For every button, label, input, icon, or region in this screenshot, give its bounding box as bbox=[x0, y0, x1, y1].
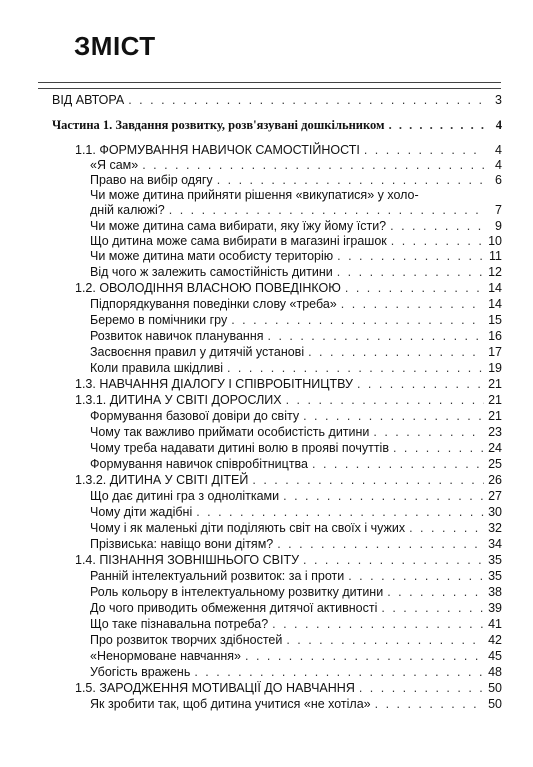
toc-leader-dots bbox=[194, 664, 484, 680]
toc-entry-label: Що таке пізнавальна потреба? bbox=[90, 617, 269, 631]
toc-leader-dots bbox=[389, 117, 484, 133]
toc-entry-page: 12 bbox=[488, 265, 502, 279]
toc-leader-dots bbox=[286, 392, 484, 408]
toc-entry-page: 3 bbox=[495, 93, 502, 107]
toc-leader-dots bbox=[409, 520, 484, 536]
toc-entry[interactable] bbox=[90, 157, 502, 173]
toc-entry[interactable] bbox=[90, 328, 502, 344]
toc-entry-label: Убогість вражень bbox=[90, 665, 191, 679]
toc-leader-dots bbox=[348, 568, 484, 584]
toc-entry-label: 1.2. ОВОЛОДІННЯ ВЛАСНОЮ ПОВЕДІНКОЮ bbox=[75, 281, 341, 295]
toc-entry-page: 48 bbox=[488, 665, 502, 679]
toc-entry-label: Чому і як маленькі діти поділяють світ на своїх і чужих bbox=[90, 521, 406, 535]
toc-leader-dots bbox=[283, 488, 484, 504]
toc-entry[interactable] bbox=[75, 142, 502, 158]
toc-leader-dots bbox=[391, 233, 484, 249]
toc-entry[interactable] bbox=[75, 392, 502, 408]
toc-entry-page: 50 bbox=[488, 697, 502, 711]
toc-leader-dots bbox=[231, 312, 484, 328]
toc-entry-label: Формування навичок співробітництва bbox=[90, 457, 308, 471]
toc-entry-label: Чому діти жадібні bbox=[90, 505, 193, 519]
toc-entry-label: 1.4. ПІЗНАННЯ ЗОВНІШНЬОГО СВІТУ bbox=[75, 553, 300, 567]
toc-entry-page: 30 bbox=[488, 505, 502, 519]
toc-leader-dots bbox=[312, 456, 484, 472]
toc-leader-dots bbox=[268, 328, 484, 344]
toc-entry-label: Частина 1. Завдання розвитку, розв'язувані дошкільником bbox=[52, 118, 385, 132]
toc-entry-page: 19 bbox=[488, 361, 502, 375]
toc-entry[interactable] bbox=[90, 488, 502, 504]
toc-entry-page: 4 bbox=[495, 143, 502, 157]
toc-leader-dots bbox=[303, 552, 484, 568]
toc-entry-label: Коли правила шкідливі bbox=[90, 361, 223, 375]
toc-entry[interactable] bbox=[90, 296, 502, 312]
toc-entry-label: Що дає дитині гра з однолітками bbox=[90, 489, 280, 503]
toc-entry-page: 27 bbox=[488, 489, 502, 503]
toc-entry-page: 24 bbox=[488, 441, 502, 455]
toc-leader-dots bbox=[272, 616, 484, 632]
toc-entry[interactable] bbox=[75, 472, 502, 488]
toc-entry[interactable] bbox=[90, 344, 502, 360]
toc-entry[interactable] bbox=[90, 408, 502, 424]
toc-leader-dots bbox=[142, 157, 484, 173]
toc-entry-page: 45 bbox=[488, 649, 502, 663]
toc-entry-page: 35 bbox=[488, 569, 502, 583]
toc-entry-page: 4 bbox=[495, 118, 502, 132]
toc-entry-page: 6 bbox=[495, 173, 502, 187]
toc-entry-page: 10 bbox=[488, 234, 502, 248]
toc-entry[interactable] bbox=[90, 187, 502, 203]
toc-leader-dots bbox=[337, 264, 484, 280]
toc-entry-label: Про розвиток творчих здібностей bbox=[90, 633, 283, 647]
toc-entry-label: Чи може дитина прийняти рішення «викупатися» у холо- bbox=[90, 188, 419, 202]
toc-leader-dots bbox=[217, 172, 484, 188]
toc-entry-label: Роль кольору в інтелектуальному розвитку дитини bbox=[90, 585, 384, 599]
toc-entry[interactable] bbox=[75, 680, 502, 696]
toc-entry[interactable] bbox=[90, 456, 502, 472]
toc-entry[interactable] bbox=[90, 568, 502, 584]
toc-entry[interactable] bbox=[90, 648, 502, 664]
toc-entry-page: 21 bbox=[488, 393, 502, 407]
toc-entry-page: 11 bbox=[489, 249, 502, 263]
toc-leader-dots bbox=[359, 680, 484, 696]
toc-entry-page: 15 bbox=[488, 313, 502, 327]
toc-entry-label: 1.3.1. ДИТИНА У СВІТІ ДОРОСЛИХ bbox=[75, 393, 282, 407]
toc-leader-dots bbox=[252, 472, 484, 488]
toc-entry[interactable] bbox=[90, 536, 502, 552]
toc-entry-label: 1.3. НАВЧАННЯ ДІАЛОГУ І СПІВРОБІТНИЦТВУ bbox=[75, 377, 353, 391]
toc-entry-label: Що дитина може сама вибирати в магазині іграшок bbox=[90, 234, 387, 248]
toc-leader-dots bbox=[373, 424, 484, 440]
toc-entry[interactable] bbox=[90, 172, 502, 188]
toc-entry-label: 1.5. ЗАРОДЖЕННЯ МОТИВАЦІЇ ДО НАВЧАННЯ bbox=[75, 681, 355, 695]
toc-entry-page: 23 bbox=[488, 425, 502, 439]
toc-leader-dots bbox=[286, 632, 484, 648]
toc-entry-page: 50 bbox=[488, 681, 502, 695]
toc-leader-dots bbox=[196, 504, 484, 520]
toc-entry-page: 7 bbox=[495, 203, 502, 217]
toc-entry-label: Засвоєння правил у дитячій установі bbox=[90, 345, 305, 359]
toc-entry-page: 17 bbox=[488, 345, 502, 359]
toc-entry-label: Беремо в помічники гру bbox=[90, 313, 228, 327]
toc-entry-label: Чому треба надавати дитині волю в прояві почуттів bbox=[90, 441, 389, 455]
toc-entry-label: Прізвиська: навіщо вони дітям? bbox=[90, 537, 274, 551]
toc-leader-dots bbox=[364, 142, 484, 158]
toc-entry-label: дній калюжі? bbox=[90, 203, 165, 217]
toc-entry-label: Формування базової довіри до світу bbox=[90, 409, 300, 423]
toc-entry[interactable] bbox=[90, 440, 502, 456]
toc-entry[interactable] bbox=[90, 520, 502, 536]
toc-entry-page: 34 bbox=[488, 537, 502, 551]
toc-entry[interactable] bbox=[52, 92, 502, 108]
toc-entry[interactable] bbox=[90, 233, 502, 249]
toc-entry[interactable] bbox=[90, 616, 502, 632]
toc-entry[interactable] bbox=[75, 552, 502, 568]
toc-entry[interactable] bbox=[90, 632, 502, 648]
toc-entry[interactable] bbox=[90, 360, 502, 376]
toc-leader-dots bbox=[277, 536, 484, 552]
toc-leader-dots bbox=[357, 376, 484, 392]
title-divider bbox=[38, 82, 501, 83]
toc-entry[interactable] bbox=[90, 424, 502, 440]
page-title: ЗМІСТ bbox=[74, 31, 156, 61]
toc-entry[interactable] bbox=[90, 218, 502, 234]
toc-entry-label: Ранній інтелектуальний розвиток: за і проти bbox=[90, 569, 345, 583]
toc-entry-label: До чого приводить обмеження дитячої активності bbox=[90, 601, 378, 615]
toc-entry-label: Як зробити так, щоб дитина учитися «не хотіла» bbox=[90, 697, 371, 711]
toc-leader-dots bbox=[303, 408, 484, 424]
toc-entry-label: ВІД АВТОРА bbox=[52, 93, 125, 107]
toc-entry-page: 21 bbox=[488, 377, 502, 391]
toc-entry-page: 14 bbox=[488, 297, 502, 311]
toc-leader-dots bbox=[245, 648, 484, 664]
toc-entry-label: «Я сам» bbox=[90, 158, 139, 172]
toc-entry-page: 25 bbox=[488, 457, 502, 471]
toc-entry-page: 42 bbox=[488, 633, 502, 647]
toc-leader-dots bbox=[381, 600, 484, 616]
toc-entry-label: 1.1. ФОРМУВАННЯ НАВИЧОК САМОСТІЙНОСТІ bbox=[75, 143, 360, 157]
toc-entry-page: 32 bbox=[488, 521, 502, 535]
toc-entry[interactable] bbox=[90, 312, 502, 328]
toc-entry-page: 14 bbox=[488, 281, 502, 295]
toc-entry-label: Чому так важливо приймати особистість дитини bbox=[90, 425, 370, 439]
toc-entry-label: Право на вибір одягу bbox=[90, 173, 213, 187]
toc-entry-page: 35 bbox=[488, 553, 502, 567]
toc-entry[interactable] bbox=[90, 696, 502, 712]
toc-leader-dots bbox=[169, 202, 484, 218]
toc-entry-page: 41 bbox=[488, 617, 502, 631]
toc-entry[interactable] bbox=[90, 664, 502, 680]
toc-entry-page: 16 bbox=[488, 329, 502, 343]
title-divider-2 bbox=[38, 88, 501, 89]
toc-entry-page: 9 bbox=[495, 219, 502, 233]
toc-entry[interactable] bbox=[52, 117, 502, 133]
toc-leader-dots bbox=[375, 696, 484, 712]
toc-entry-label: «Ненормоване навчання» bbox=[90, 649, 241, 663]
toc-leader-dots bbox=[128, 92, 484, 108]
toc-entry-label: Підпорядкування поведінки слову «треба» bbox=[90, 297, 337, 311]
toc-entry[interactable] bbox=[90, 584, 502, 600]
toc-entry-page: 39 bbox=[488, 601, 502, 615]
toc-leader-dots bbox=[341, 296, 484, 312]
toc-entry-page: 4 bbox=[495, 158, 502, 172]
toc-entry[interactable] bbox=[90, 248, 502, 264]
toc-leader-dots bbox=[308, 344, 484, 360]
toc-leader-dots bbox=[345, 280, 484, 296]
toc-entry[interactable] bbox=[75, 280, 502, 296]
toc-entry[interactable] bbox=[90, 600, 502, 616]
toc-leader-dots bbox=[387, 584, 484, 600]
toc-leader-dots bbox=[337, 248, 484, 264]
toc-entry[interactable] bbox=[90, 202, 502, 218]
toc-leader-dots bbox=[390, 218, 484, 234]
toc-entry-page: 38 bbox=[488, 585, 502, 599]
toc-entry[interactable] bbox=[75, 376, 502, 392]
toc-entry[interactable] bbox=[90, 264, 502, 280]
toc-entry-label: Розвиток навичок планування bbox=[90, 329, 264, 343]
toc-entry-label: Чи може дитина мати особисту територію bbox=[90, 249, 334, 263]
toc-leader-dots bbox=[393, 440, 484, 456]
toc-entry-page: 21 bbox=[488, 409, 502, 423]
toc-entry-label: Від чого ж залежить самостійність дитини bbox=[90, 265, 333, 279]
toc-entry-label: 1.3.2. ДИТИНА У СВІТІ ДІТЕЙ bbox=[75, 473, 249, 487]
toc-entry[interactable] bbox=[90, 504, 502, 520]
toc-leader-dots bbox=[227, 360, 484, 376]
toc-entry-page: 26 bbox=[488, 473, 502, 487]
toc-entry-label: Чи може дитина сама вибирати, яку їжу йому їсти? bbox=[90, 219, 387, 233]
